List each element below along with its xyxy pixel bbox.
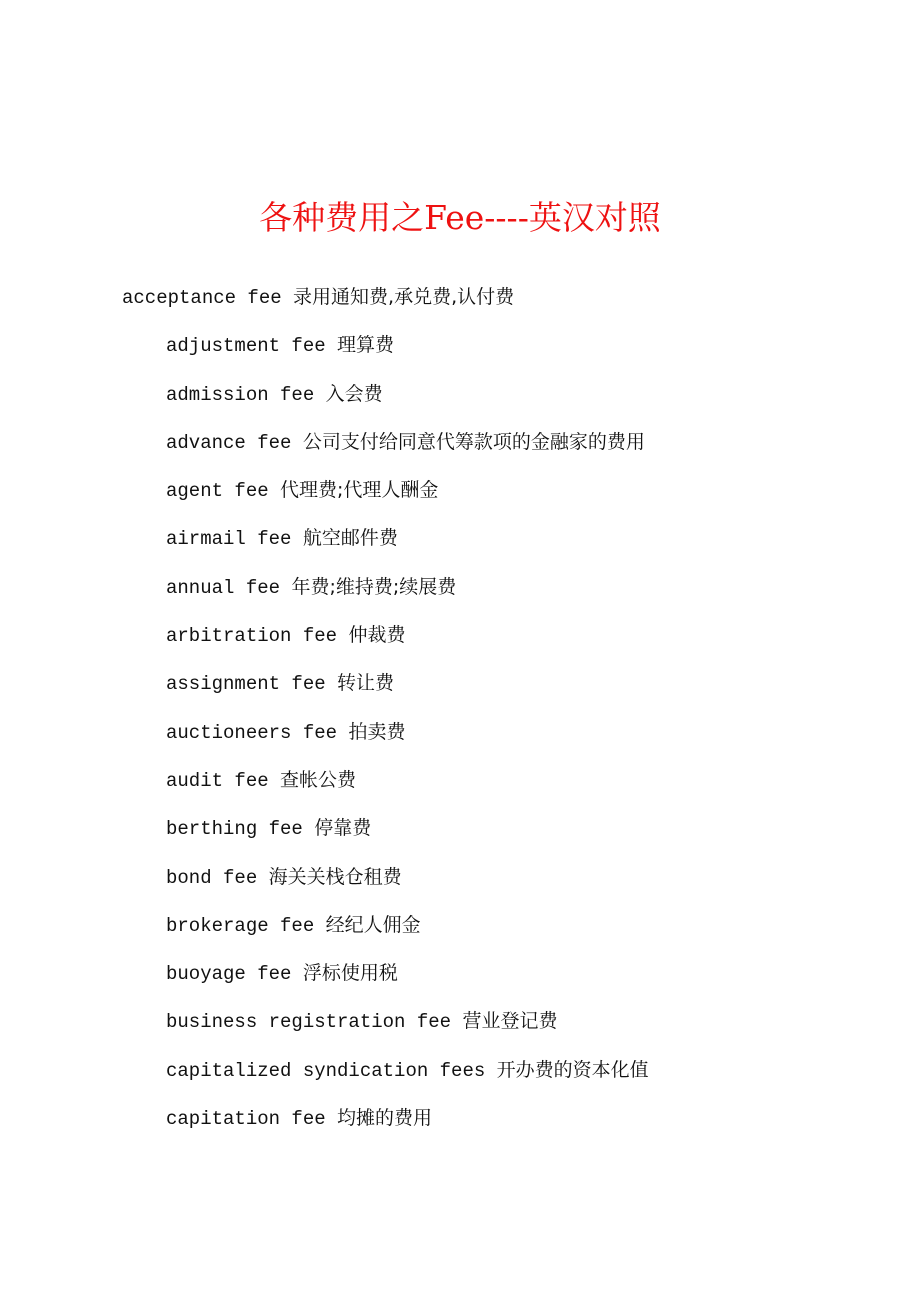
list-item xyxy=(0,1053,920,1101)
list-item xyxy=(0,521,920,569)
list-item xyxy=(0,570,920,618)
term-cn: 开办费的资本化值 xyxy=(496,1058,649,1081)
term-en: airmail fee xyxy=(166,528,292,551)
list-item xyxy=(0,425,920,473)
list-item xyxy=(0,666,920,714)
term-en: acceptance fee xyxy=(122,287,282,309)
list-item xyxy=(0,763,920,811)
term-cn: 查帐公费 xyxy=(280,768,357,791)
list-item xyxy=(0,715,920,763)
term-cn: 入会费 xyxy=(325,382,383,405)
term-en: buoyage fee xyxy=(166,963,292,986)
term-en: brokerage fee xyxy=(166,914,315,937)
list-item xyxy=(0,377,920,425)
term-cn: 代理费;代理人酬金 xyxy=(280,479,439,502)
list-item xyxy=(0,1004,920,1052)
term-cn: 转让费 xyxy=(337,672,395,695)
term-en: annual fee xyxy=(166,576,281,599)
term-en: adjustment fee xyxy=(166,335,326,358)
term-cn: 公司支付给同意代筹款项的金融家的费用 xyxy=(302,430,645,453)
term-cn: 年费;维持费;续展费 xyxy=(291,575,457,598)
list-item xyxy=(0,328,920,376)
term-en: capitation fee xyxy=(166,1108,326,1131)
term-en: advance fee xyxy=(166,431,292,454)
term-cn: 经纪人佣金 xyxy=(325,913,421,936)
list-item xyxy=(0,860,920,908)
term-en: bond fee xyxy=(166,866,258,889)
term-en: capitalized syndication fees xyxy=(166,1059,486,1082)
term-cn: 理算费 xyxy=(337,334,395,357)
list-item xyxy=(0,618,920,666)
list-item xyxy=(0,811,920,859)
term-en: arbitration fee xyxy=(166,625,338,648)
term-en: agent fee xyxy=(166,480,269,503)
term-cn: 浮标使用税 xyxy=(302,962,398,985)
term-en: admission fee xyxy=(166,383,315,406)
term-cn: 航空邮件费 xyxy=(302,527,398,550)
term-en: audit fee xyxy=(166,769,269,792)
term-en: berthing fee xyxy=(166,818,303,841)
term-en: business registration fee xyxy=(166,1011,452,1034)
term-cn: 停靠费 xyxy=(314,817,372,840)
list-item xyxy=(0,956,920,1004)
glossary-list xyxy=(0,280,920,1149)
list-item xyxy=(0,1101,920,1149)
term-cn: 海关关栈仓租费 xyxy=(268,865,402,888)
term-cn: 仲裁费 xyxy=(348,624,406,647)
term-cn: 营业登记费 xyxy=(462,1010,558,1033)
page-title: 各种费用之Fee----英汉对照 xyxy=(259,198,661,237)
term-en: assignment fee xyxy=(166,673,326,696)
term-cn: 录用通知费,承兑费,认付费 xyxy=(293,286,515,308)
list-item xyxy=(0,908,920,956)
term-cn: 拍卖费 xyxy=(348,720,406,743)
list-item xyxy=(0,473,920,521)
term-cn: 均摊的费用 xyxy=(337,1107,433,1130)
list-item xyxy=(0,280,920,328)
term-en: auctioneers fee xyxy=(166,721,338,744)
